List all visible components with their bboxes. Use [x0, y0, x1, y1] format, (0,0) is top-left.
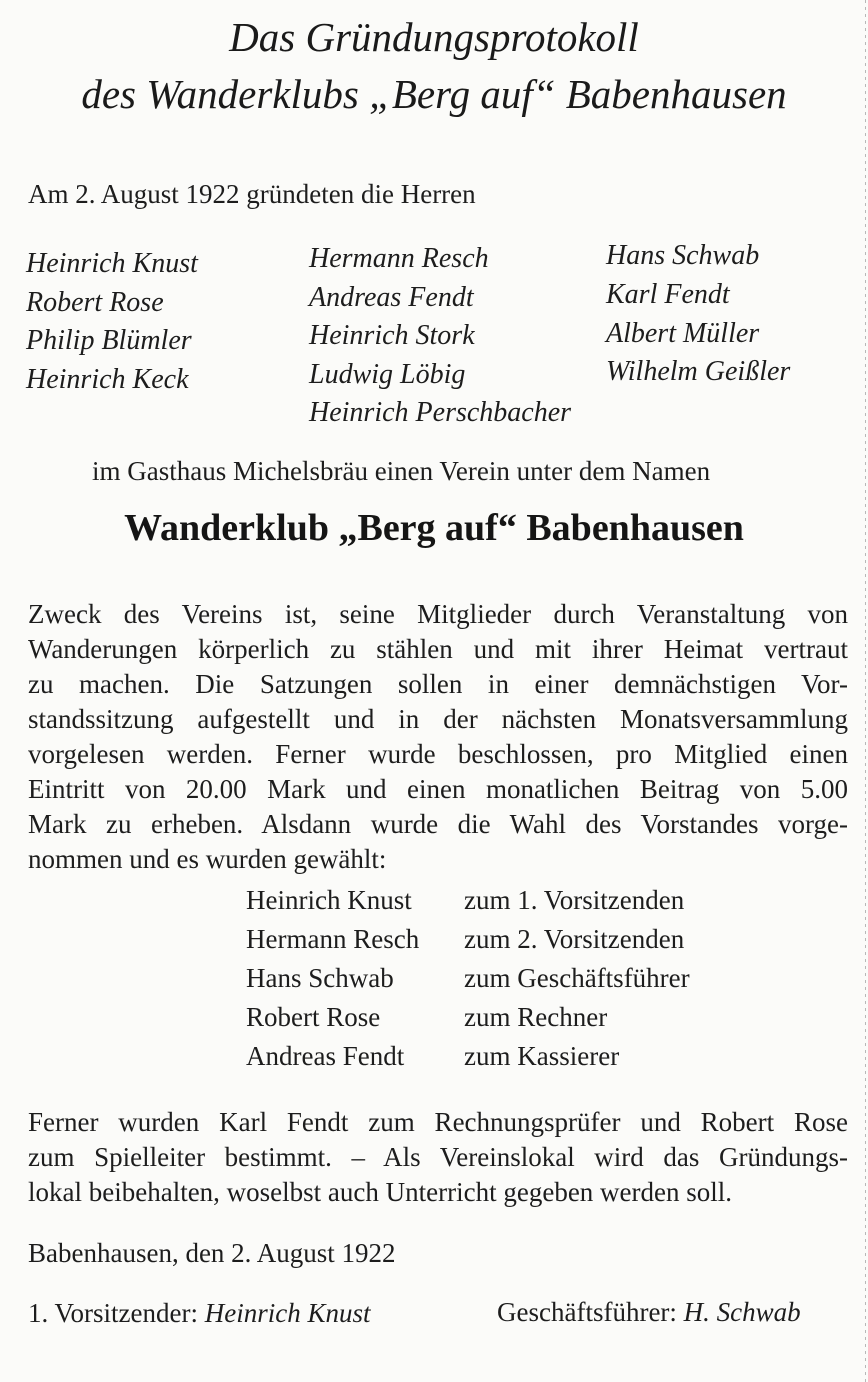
closing-paragraph: [28, 1105, 848, 1210]
paragraph-line: Ferner wurden Karl Fendt zum Rechnungsprüfer und Robert Rose: [28, 1107, 848, 1137]
place-date: Babenhausen, den 2. August 1922: [28, 1238, 396, 1268]
paragraph-line: Mark zu erheben. Alsdann wurde die Wahl des Vorstandes vorge-: [28, 809, 848, 839]
paragraph-line: vorgelesen werden. Ferner wurde beschlossen, pro Mitglied einen: [28, 739, 848, 769]
title-line-2: des Wanderklubs „Berg auf“ Babenhausen: [81, 71, 787, 117]
purpose-paragraph: [28, 597, 848, 877]
founder-name: Andreas Fendt: [309, 282, 474, 313]
founder-name: Heinrich Knust: [26, 248, 198, 279]
founder-name: Heinrich Stork: [309, 320, 475, 351]
paragraph-line: Wanderungen körperlich zu stählen und mit ihrer Heimat vertraut: [28, 634, 848, 664]
manager-name: H. Schwab: [683, 1297, 801, 1327]
paragraph-line: lokal beibehalten, woselbst auch Unterricht gegeben werden soll.: [28, 1177, 733, 1207]
board-member-name: Hans Schwab: [246, 963, 394, 993]
founder-name: Karl Fendt: [606, 279, 730, 310]
paragraph-line: nommen und es wurden gewählt:: [28, 844, 387, 874]
board-member-name: Robert Rose: [246, 1002, 381, 1032]
chair-label: 1. Vorsitzender:: [28, 1298, 205, 1328]
founder-name: Ludwig Löbig: [309, 359, 466, 390]
founder-name: Albert Müller: [606, 318, 760, 349]
paragraph-line: standssitzung aufgestellt und in der nächsten Monatsversammlung: [28, 704, 848, 734]
board-member-name: Heinrich Knust: [246, 885, 412, 915]
founder-name: Wilhelm Geißler: [606, 356, 791, 387]
location-text: im Gasthaus Michelsbräu einen Verein unter dem Namen: [92, 456, 711, 486]
chair-name: Heinrich Knust: [204, 1298, 371, 1328]
paragraph-line: Zweck des Vereins ist, seine Mitglieder durch Veranstaltung von: [28, 599, 848, 629]
board-member-role: zum Geschäftsführer: [464, 963, 690, 993]
paragraph-line: zum Spielleiter bestimmt. – Als Vereinslokal wird das Gründungs-: [28, 1142, 848, 1172]
paragraph-line: zu machen. Die Satzungen sollen in einer demnächstigen Vor-: [28, 669, 848, 699]
board-member-name: Hermann Resch: [246, 924, 420, 954]
board-member-role: zum Rechner: [464, 1002, 608, 1032]
founder-name: Heinrich Keck: [26, 364, 189, 395]
chair-signature: [28, 1300, 370, 1327]
founder-name: Philip Blümler: [26, 325, 192, 356]
board-member-name: Andreas Fendt: [246, 1041, 405, 1071]
manager-label: Geschäftsführer:: [497, 1297, 684, 1327]
board-member-role: zum Kassierer: [464, 1041, 620, 1071]
club-name-heading: Wanderklub „Berg auf“ Babenhausen: [124, 507, 744, 549]
board-member-role: zum 1. Vorsitzenden: [464, 885, 685, 915]
manager-signature: [497, 1299, 801, 1326]
founder-name: Robert Rose: [26, 287, 164, 318]
board-member-role: zum 2. Vorsitzenden: [464, 924, 685, 954]
title-line-1: Das Gründungsprotokoll: [229, 14, 639, 60]
intro-text: Am 2. August 1922 gründeten die Herren: [28, 179, 476, 209]
founder-name: Hermann Resch: [309, 243, 489, 274]
founder-name: Hans Schwab: [606, 240, 760, 271]
paragraph-line: Eintritt von 20.00 Mark und einen monatlichen Beitrag von 5.00: [28, 774, 848, 804]
founder-name: Heinrich Perschbacher: [309, 397, 572, 428]
